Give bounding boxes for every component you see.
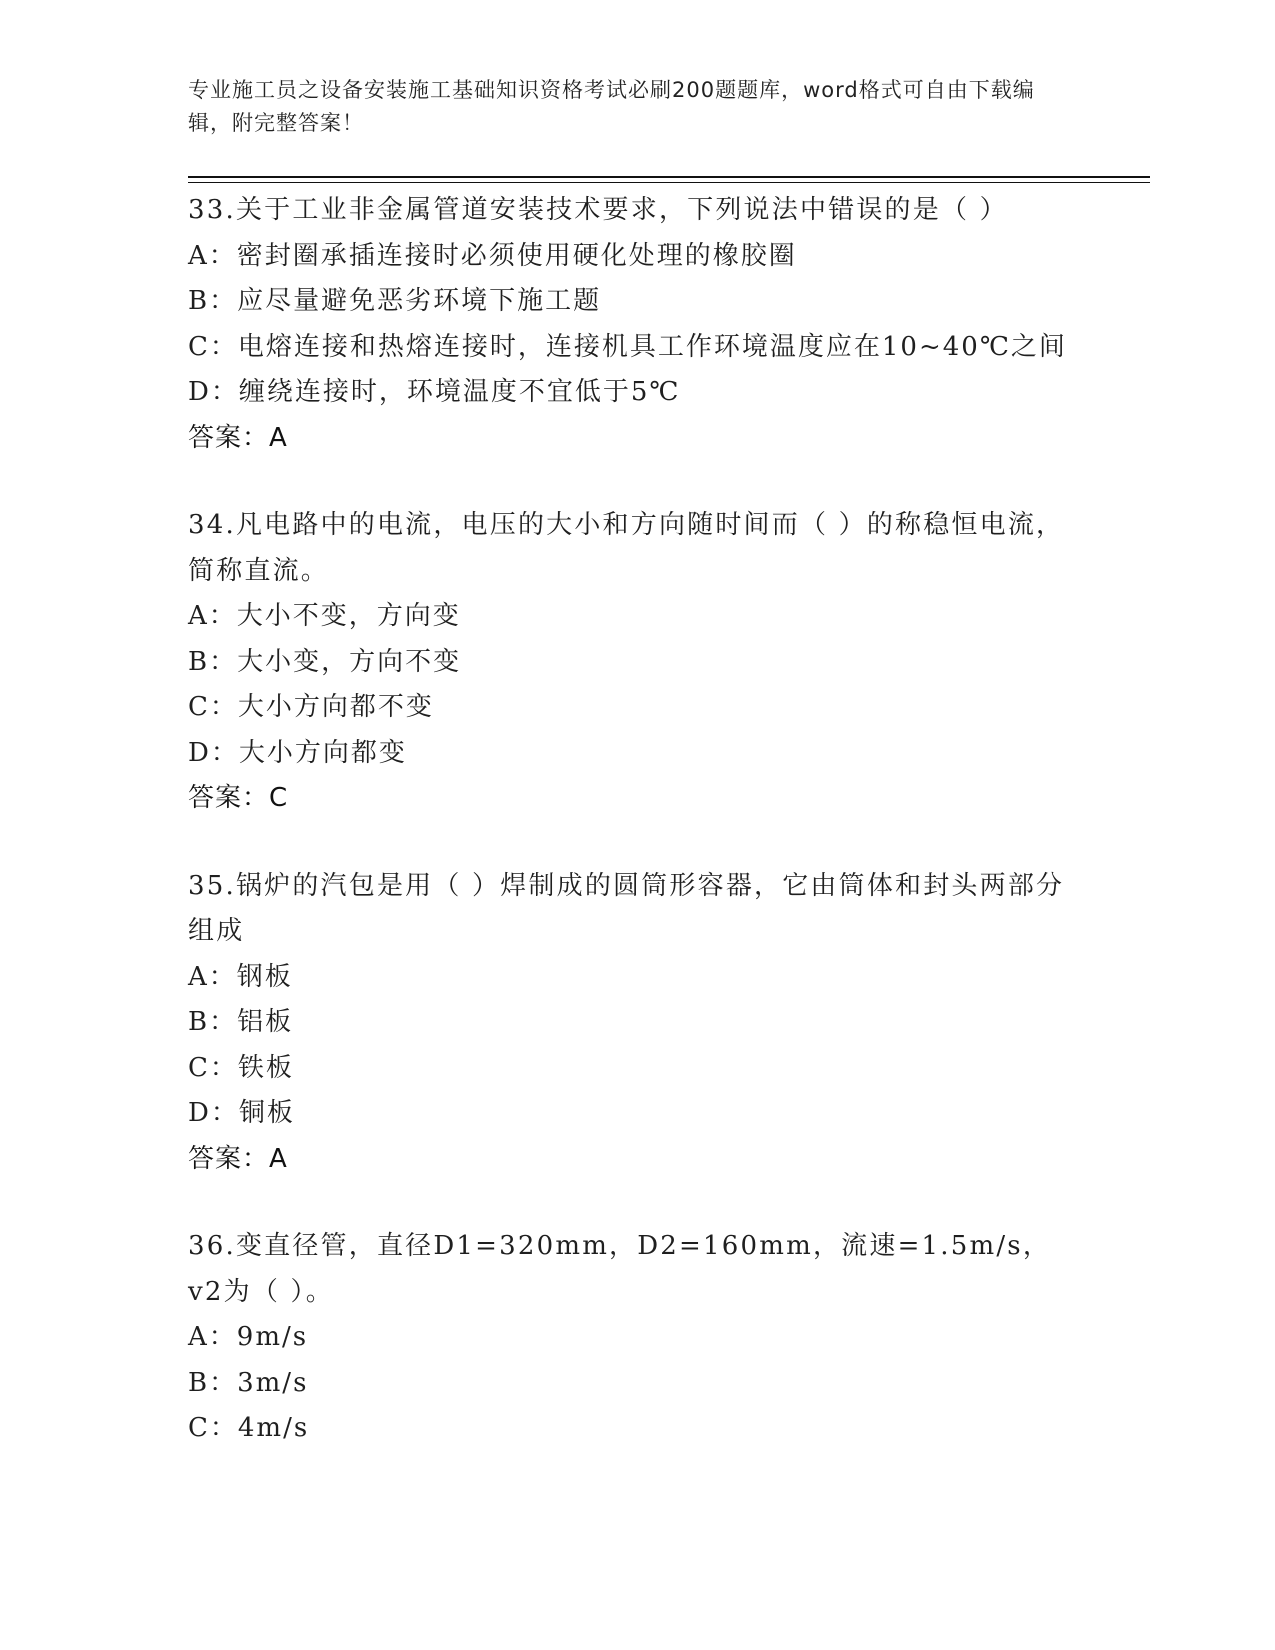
header-divider-thick <box>188 176 1150 178</box>
option-a: A：9m/s <box>188 1322 309 1352</box>
answer-line: 答案：A <box>188 422 288 453</box>
option-d: D：铜板 <box>188 1098 295 1128</box>
header-divider-thin <box>188 182 1150 183</box>
option-b: B：铝板 <box>188 1007 294 1037</box>
option-a: A：钢板 <box>188 961 293 992</box>
option-a: A：密封圈承插连接时必须使用硬化处理的橡胶圈 <box>188 240 797 271</box>
option-c: C：电熔连接和热熔连接时，连接机具工作环境温度应在10~40℃之间 <box>188 331 1067 362</box>
question-list <box>188 188 1068 1494</box>
question-stem: 33.关于工业非金属管道安装技术要求，下列说法中错误的是（ ） <box>188 195 1008 225</box>
question-36 <box>188 1224 1068 1452</box>
option-b: B：3m/s <box>188 1367 309 1398</box>
option-b: B：大小变，方向不变 <box>188 646 462 677</box>
option-b: B：应尽量避免恶劣环境下施工题 <box>188 286 602 316</box>
answer-line: 答案：A <box>188 1143 288 1174</box>
question-stem: 36.变直径管，直径D1=320mm，D2=160mm，流速=1.5m/s，v2为（ ）。 <box>188 1231 1052 1307</box>
option-d: D：大小方向都变 <box>188 737 407 768</box>
question-stem: 34.凡电路中的电流，电压的大小和方向随时间而（ ）的称稳恒电流，简称直流。 <box>188 510 1065 586</box>
question-35 <box>188 864 1068 1183</box>
answer-line: 答案：C <box>188 783 289 813</box>
option-c: C：铁板 <box>188 1052 294 1083</box>
option-a: A：大小不变，方向变 <box>188 601 461 631</box>
option-c: C：大小方向都不变 <box>188 692 434 722</box>
question-stem: 35.锅炉的汽包是用（ ）焊制成的圆筒形容器，它由筒体和封头两部分组成 <box>188 870 1065 946</box>
document-header: 专业施工员之设备安装施工基础知识资格考试必刷200题题库，word格式可自由下载编辑，附完整答案！ <box>188 78 1035 135</box>
option-d: D：缠绕连接时，环境温度不宜低于5℃ <box>188 377 681 407</box>
question-33 <box>188 188 1068 461</box>
question-34 <box>188 503 1068 822</box>
option-c: C：4m/s <box>188 1413 310 1443</box>
